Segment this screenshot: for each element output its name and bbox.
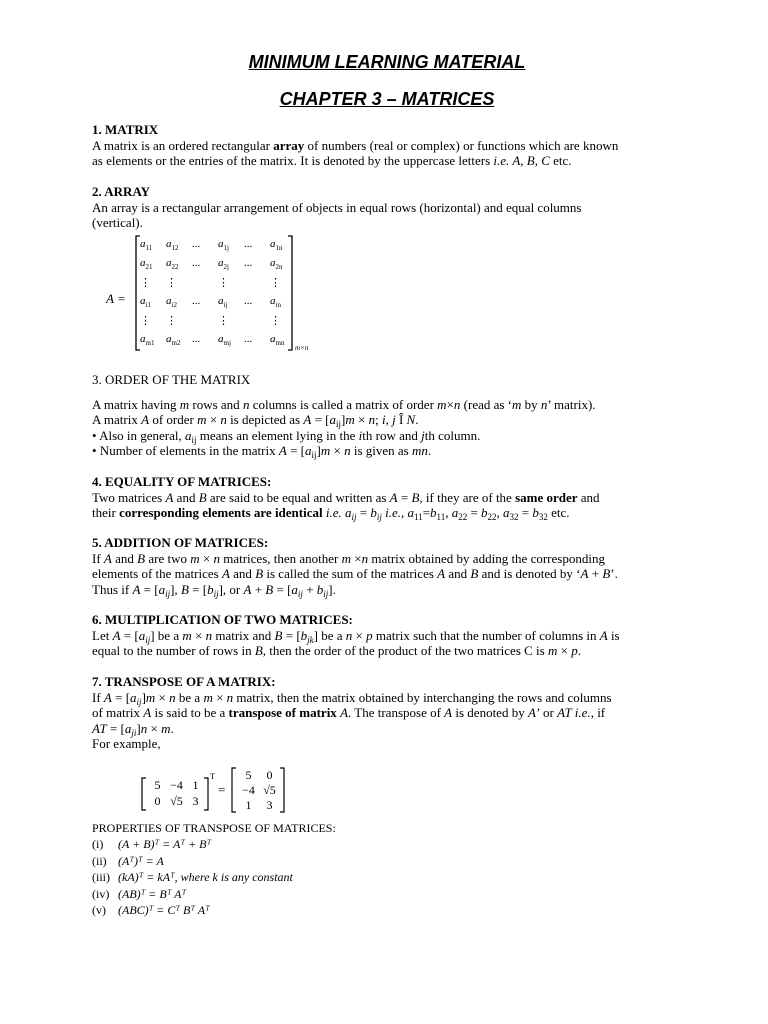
matrix-entry: ... [244,238,253,250]
matrix-label: A = [106,291,126,306]
matrix-entry: 5 [245,768,252,782]
matrix-entry: $a_{1n}$ [270,238,283,252]
section-heading: 6. MULTIPLICATION OF TWO MATRICES: [92,612,353,627]
matrix-entry: −4 [170,778,183,792]
section-heading: 1. MATRIX [92,122,159,137]
matrix-entry: ⋮ [218,277,229,289]
paragraph-line: If A and B are two m × n matrices, then another m ×n matrix obtained by adding the corresponding [92,550,605,566]
matrix-order: m×n [295,344,309,352]
paragraph-line: Let $A = [a_{ij}]$ be a m × n matrix and $B = [b_{jk}]$ be a n × p matrix such that the number of columns in A is [92,627,620,645]
paragraph-line: A matrix A of order m × n is depicted as $A = [a_{ij}]m \times n$; i, j Î N. [92,412,419,429]
property-item [92,869,492,886]
matrix-entry: $a_{mj}$ [218,333,231,347]
matrix-entry: $a_{ij}$ [218,295,228,309]
paragraph-line: • Also in general, $a_{ij}$ means an element lying in the ith row and jth column. [92,427,481,445]
section-heading: 7. TRANSPOSE OF A MATRIX: [92,674,276,689]
property-number: (i) [92,837,104,851]
document-title: MINIMUM LEARNING MATERIAL [248,52,526,72]
property-number: (iii) [92,870,110,884]
paragraph-line: • Number of elements in the matrix $A = [a_{ij}]m \times n$ is given as mn. [92,443,432,460]
section-transpose [92,674,682,752]
property-number: (ii) [92,853,107,868]
paragraph-line: their corresponding elements are identical i.e. $a_{ij} = b_{ij}$ i.e., $a_{11}=b_{11}$, $a_{22} = b_{22}$, $a_{32} = b_{32}$ etc. [92,505,570,522]
chapter-title: CHAPTER 3 – MATRICES [279,89,495,109]
matrix-entry: −4 [242,783,255,797]
matrix-entry: ... [244,295,253,307]
section-heading: 3. ORDER OF THE MATRIX [92,372,251,387]
matrix-entry: ... [192,333,201,345]
matrix-entry: 0 [266,768,273,782]
matrix-entry: $a_{m1}$ [140,333,155,347]
property-expression: (AB)ᵀ = Bᵀ Aᵀ [118,886,187,901]
properties-section [92,820,492,919]
matrix-entry: $a_{2j}$ [218,257,229,271]
matrix-entry: 1 [192,778,199,792]
matrix-entry: $a_{11}$ [140,238,153,252]
equals-sign: = [218,782,226,797]
section-heading: 5. ADDITION OF MATRICES: [92,535,269,550]
matrix-entry: $a_{m2}$ [166,333,181,347]
matrix-entry: 1 [245,798,252,812]
property-item [92,886,492,903]
matrix-entry: ... [192,238,201,250]
property-item [92,902,492,919]
matrix-entry: $a_{i1}$ [140,295,151,309]
matrix-entry: ⋮ [270,315,281,327]
matrix-entry: $a_{22}$ [166,257,179,271]
matrix-entry: 3 [192,794,199,808]
section-heading: 4. EQUALITY OF MATRICES: [92,474,272,489]
paragraph-line: (vertical). [92,215,143,230]
matrix-entry: √5 [263,783,276,797]
section-heading: 2. ARRAY [92,184,151,199]
section-multiplication [92,612,682,659]
matrix-entry: ... [192,257,201,269]
transpose-superscript: T [210,772,215,781]
matrix-entry: ⋮ [140,315,151,327]
matrix-entry: ⋮ [270,277,281,289]
paragraph-line: Two matrices A and B are said to be equal and written as A = B, if they are of the same order and [92,489,600,505]
matrix-entry: $a_{21}$ [140,257,153,271]
paragraph-line: as elements or the entries of the matrix. It is denoted by the uppercase letters i.e. A, B, C etc. [92,153,572,168]
matrix-entry: ... [244,257,253,269]
paragraph-line: If $A = [a_{ij}]m \times n$ be a m × n matrix, then the matrix obtained by interchanging the rows and columns [92,689,612,707]
property-number: (iv) [92,886,110,901]
matrix-entry: 5 [154,778,161,792]
matrix-entry: ⋮ [140,277,151,289]
property-number: (v) [92,903,106,917]
matrix-entry: ... [192,295,201,307]
paragraph-line: Thus if $A = [a_{ij}]$, $B = [b_{ij}]$, or $A + B = [a_{ij} + b_{ij}]$. [92,581,336,599]
section-matrix [92,122,682,169]
matrix-entry: √5 [170,794,183,808]
matrix-entry: $a_{12}$ [166,238,179,252]
matrix-entry: $a_{i2}$ [166,295,177,309]
paragraph-line: A matrix having m rows and n columns is called a matrix of order m×n (read as ‘m by n’ matrix). [92,396,596,412]
matrix-entry: ⋮ [218,315,229,327]
matrix-entry: ⋮ [166,315,177,327]
property-expression: (Aᵀ)ᵀ = A [118,853,164,868]
properties-list [92,836,492,919]
section-equality [92,474,682,521]
paragraph-line: of matrix A is said to be a transpose of matrix A. The transpose of A is denoted by A’ or AT i.e., if [92,705,606,720]
matrix-entry: $a_{in}$ [270,295,281,309]
property-expression: (ABC)ᵀ = Cᵀ Bᵀ Aᵀ [118,903,210,917]
paragraph-line: A matrix is an ordered rectangular array of numbers (real or complex) or functions which are known [92,137,619,153]
general-matrix-figure [92,234,352,354]
matrix-entry: 3 [266,798,273,812]
properties-heading: PROPERTIES OF TRANSPOSE OF MATRICES: [92,821,336,835]
property-expression: (kA)ᵀ = kAᵀ, where k is any constant [118,870,293,884]
property-item [92,836,492,853]
matrix-entry: $a_{mn}$ [270,333,285,347]
paragraph-line: AT = $[a_{ji}]n \times m$. [92,720,174,738]
paragraph-line: For example, [92,736,161,751]
section-array [92,184,682,231]
property-item [92,853,492,870]
transpose-example [140,764,360,820]
matrix-entry: 0 [154,794,161,808]
paragraph-line: elements of the matrices A and B is called the sum of the matrices A and B and is denoted by ‘A + B’. [92,566,618,581]
section-order [92,372,682,459]
matrix-entry: ... [244,333,253,345]
section-addition [92,535,682,597]
matrix-entry: $a_{2n}$ [270,257,283,271]
paragraph-line: equal to the number of rows in B, then the order of the product of the two matrices C is m × p. [92,643,581,658]
matrix-entry: ⋮ [166,277,177,289]
property-expression: (A + B)ᵀ = Aᵀ + Bᵀ [118,837,212,851]
paragraph-line: An array is a rectangular arrangement of objects in equal rows (horizontal) and equal columns [92,199,582,215]
matrix-entry: $a_{1j}$ [218,238,229,252]
